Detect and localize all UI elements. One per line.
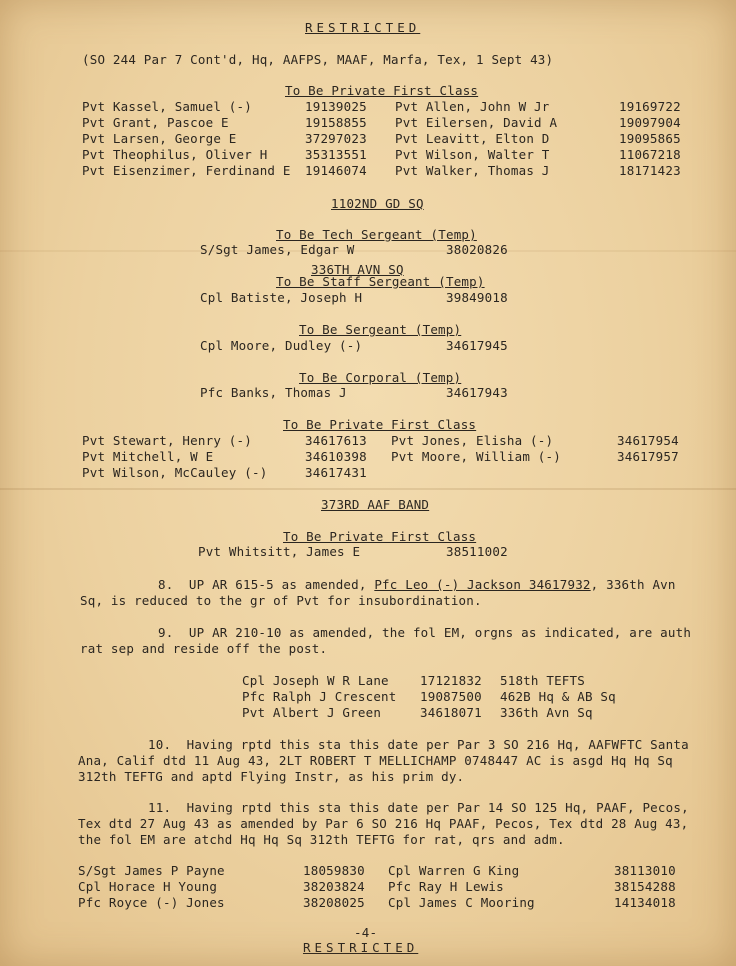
paper-fold-line xyxy=(0,488,736,490)
roster-number: 39849018 xyxy=(446,290,508,305)
roster-number: 38203824 xyxy=(303,879,365,894)
roster-name: Pvt Allen, John W Jr xyxy=(395,99,550,114)
roster-name: Cpl Horace H Young xyxy=(78,879,218,894)
roster-name: Pvt Eisenzimer, Ferdinand E xyxy=(82,163,291,178)
roster-number: 19087500 xyxy=(420,689,482,704)
top-restricted-marking: RESTRICTED xyxy=(305,20,421,35)
roster-name: Cpl James C Mooring xyxy=(388,895,535,910)
roster-number: 37297023 xyxy=(305,131,367,146)
paragraph-11-line: 11. Having rptd this sta this date per Par 14 SO 125 Hq, PAAF, Pecos, xyxy=(148,800,689,815)
roster-number: 34617431 xyxy=(305,465,367,480)
roster-number: 38154288 xyxy=(614,879,676,894)
roster-name: Pvt Whitsitt, James E xyxy=(198,544,361,559)
roster-name: Pfc Ray H Lewis xyxy=(388,879,504,894)
roster-name: Pvt Stewart, Henry (-) xyxy=(82,433,252,448)
paragraph-9-line: rat sep and reside off the post. xyxy=(80,641,328,656)
roster-name: Pvt Theophilus, Oliver H xyxy=(82,147,268,162)
paragraph-10-line: 312th TEFTG and aptd Flying Instr, as his prim dy. xyxy=(78,769,465,784)
roster-name: Pvt Leavitt, Elton D xyxy=(395,131,550,146)
paragraph-8-line: Sq, is reduced to the gr of Pvt for insubordination. xyxy=(80,593,482,608)
roster-number: 34610398 xyxy=(305,449,367,464)
roster-name: Pvt Wilson, Walter T xyxy=(395,147,550,162)
roster-name: Cpl Moore, Dudley (-) xyxy=(200,338,363,353)
roster-number: 19097904 xyxy=(619,115,681,130)
roster-number: 38511002 xyxy=(446,544,508,559)
paragraph-10-line: Ana, Calif dtd 11 Aug 43, 2LT ROBERT T MELLICHAMP 0748447 AC is asgd Hq Hq Sq xyxy=(78,753,673,768)
paragraph-10-line: 10. Having rptd this sta this date per Par 3 SO 216 Hq, AAFWFTC Santa xyxy=(148,737,689,752)
roster-name: Pfc Banks, Thomas J xyxy=(200,385,347,400)
section-heading: To Be Private First Class xyxy=(283,417,477,432)
paragraph-11-line: Tex dtd 27 Aug 43 as amended by Par 6 SO 216 Hq PAAF, Pecos, Tex dtd 28 Aug 43, xyxy=(78,816,689,831)
roster-name: Pvt Walker, Thomas J xyxy=(395,163,550,178)
section-heading: To Be Sergeant (Temp) xyxy=(299,322,462,337)
section-heading: To Be Corporal (Temp) xyxy=(299,370,462,385)
order-reference: (SO 244 Par 7 Cont'd, Hq, AAFPS, MAAF, Marfa, Tex, 1 Sept 43) xyxy=(82,52,554,67)
roster-name: Cpl Joseph W R Lane xyxy=(242,673,389,688)
roster-number: 17121832 xyxy=(420,673,482,688)
roster-name: Pvt Eilersen, David A xyxy=(395,115,558,130)
section-heading: To Be Staff Sergeant (Temp) xyxy=(276,274,485,289)
roster-name: Pvt Larsen, George E xyxy=(82,131,237,146)
paragraph-11-line: the fol EM are atchd Hq Hq Sq 312th TEFTG for rat, qrs and adm. xyxy=(78,832,565,847)
roster-name: Pvt Jones, Elisha (-) xyxy=(391,433,554,448)
roster-org: 336th Avn Sq xyxy=(500,705,593,720)
roster-name: Pvt Wilson, McCauley (-) xyxy=(82,465,268,480)
roster-number: 35313551 xyxy=(305,147,367,162)
roster-number: 19139025 xyxy=(305,99,367,114)
paragraph-8-line xyxy=(158,577,676,592)
roster-name: S/Sgt James, Edgar W xyxy=(200,242,355,257)
section-heading: To Be Private First Class xyxy=(285,83,479,98)
roster-name: Cpl Warren G King xyxy=(388,863,520,878)
roster-org: 518th TEFTS xyxy=(500,673,585,688)
roster-name: Pvt Grant, Pascoe E xyxy=(82,115,229,130)
roster-name: S/Sgt James P Payne xyxy=(78,863,225,878)
roster-name: Pfc Ralph J Crescent xyxy=(242,689,397,704)
paragraph-8-text: , 336th Avn xyxy=(590,577,676,592)
roster-org: 462B Hq & AB Sq xyxy=(500,689,616,704)
roster-number: 34617957 xyxy=(617,449,679,464)
roster-name: Pvt Kassel, Samuel (-) xyxy=(82,99,252,114)
roster-number: 19146074 xyxy=(305,163,367,178)
roster-number: 18171423 xyxy=(619,163,681,178)
roster-number: 19095865 xyxy=(619,131,681,146)
unit-heading: 1102ND GD SQ xyxy=(331,196,424,211)
roster-number: 18059830 xyxy=(303,863,365,878)
roster-name: Pfc Royce (-) Jones xyxy=(78,895,225,910)
roster-number: 14134018 xyxy=(614,895,676,910)
roster-name: Pvt Mitchell, W E xyxy=(82,449,214,464)
roster-number: 34618071 xyxy=(420,705,482,720)
roster-number: 38113010 xyxy=(614,863,676,878)
unit-heading: 336TH AVN SQ xyxy=(311,262,404,277)
roster-number: 38208025 xyxy=(303,895,365,910)
roster-name: Pvt Albert J Green xyxy=(242,705,382,720)
section-heading: To Be Tech Sergeant (Temp) xyxy=(276,227,477,242)
paragraph-8-subject: Pfc Leo (-) Jackson 34617932 xyxy=(374,577,591,592)
paper-fold-line xyxy=(0,250,736,252)
paragraph-9-line: 9. UP AR 210-10 as amended, the fol EM, orgns as indicated, are auth xyxy=(158,625,692,640)
roster-name: Pvt Moore, William (-) xyxy=(391,449,561,464)
roster-number: 19158855 xyxy=(305,115,367,130)
roster-number: 34617954 xyxy=(617,433,679,448)
roster-number: 19169722 xyxy=(619,99,681,114)
roster-number: 38020826 xyxy=(446,242,508,257)
unit-heading: 373RD AAF BAND xyxy=(321,497,430,512)
roster-number: 34617613 xyxy=(305,433,367,448)
roster-name: Cpl Batiste, Joseph H xyxy=(200,290,363,305)
page-number: -4- xyxy=(354,925,378,940)
paragraph-8-text: 8. UP AR 615-5 as amended, xyxy=(158,577,375,592)
bottom-restricted-marking: RESTRICTED xyxy=(303,940,419,955)
roster-number: 34617943 xyxy=(446,385,508,400)
section-heading: To Be Private First Class xyxy=(283,529,477,544)
roster-number: 11067218 xyxy=(619,147,681,162)
roster-number: 34617945 xyxy=(446,338,508,353)
